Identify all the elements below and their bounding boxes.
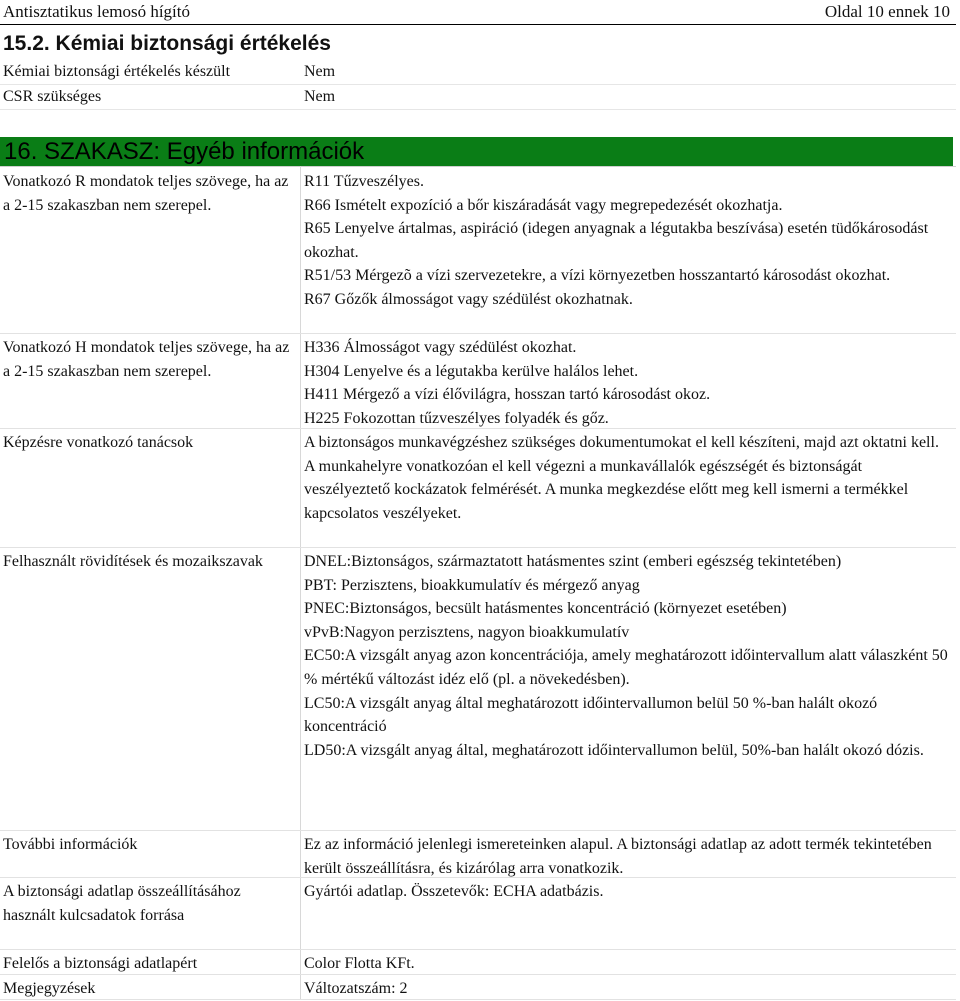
- csr-required-row: [0, 85, 956, 110]
- document-title: Antisztatikus lemosó hígító: [3, 2, 190, 21]
- r-phrase-line: R66 Ismételt expozíció a bőr kiszáradását vagy megrepedezését okozhatja.: [304, 196, 783, 214]
- r-phrase-line: R51/53 Mérgezõ a vízi szervezetekre, a vízi környezetben hosszantartó károsodást okozhat.: [304, 267, 891, 285]
- r-phrases-value: [304, 170, 952, 312]
- r-phrases-label: Vonatkozó R mondatok teljes szövege, ha az a 2-15 szakaszban nem szerepel.: [3, 173, 289, 214]
- r-phrases-block: [0, 167, 956, 334]
- page-header: [0, 0, 956, 25]
- responsible-label: Felelős a biztonsági adatlapért: [3, 955, 198, 972]
- further-info-block: [0, 830, 956, 878]
- row-label: Kémiai biztonsági értékelés készült: [3, 63, 231, 80]
- h-phrase-line: H336 Álmosságot vagy szédülést okozhat.: [304, 339, 577, 356]
- abbreviations-label: Felhasznált rövidítések és mozaikszavak: [3, 553, 263, 570]
- abbreviation-line: vPvB:Nagyon perzisztens, nagyon bioakkumulatív: [304, 623, 630, 641]
- page-number: Oldal 10 ennek 10: [824, 2, 950, 21]
- h-phrase-line: H411 Mérgező a vízi élővilágra, hosszan tartó károsodást okoz.: [304, 386, 711, 404]
- abbreviations-value: [304, 550, 952, 762]
- training-label: Képzésre vonatkozó tanácsok: [3, 434, 194, 451]
- row-label: CSR szükséges: [3, 88, 102, 105]
- section-15-2-title: 15.2. Kémiai biztonsági értékelés: [3, 32, 331, 55]
- abbreviations-block: [0, 547, 956, 831]
- row-value: Nem: [304, 88, 336, 105]
- further-info-value: Ez az információ jelenlegi ismereteinken alapul. A biztonsági adatlap az adott termék tekintetében került összeállításra, és kizárólag arra vonatkozik.: [304, 836, 932, 877]
- h-phrase-line: H304 Lenyelve és a légutakba kerülve halálos lehet.: [304, 362, 639, 380]
- abbreviation-line: EC50:A vizsgált anyag azon koncentrációja, amely meghatározott időintervallum alatt válaszként 50 % mértékű változást idéz elő (pl. a növekedésben).: [304, 647, 948, 688]
- h-phrases-block: [0, 333, 956, 429]
- r-phrase-line: R65 Lenyelve ártalmas, aspiráció (idegen anyagnak a légutakba beszívása) esetén tüdőkárosodást okozhat.: [304, 220, 929, 261]
- abbreviation-line: LC50:A vizsgált anyag által meghatározott időintervallumon belül 50 %-ban halált okozó koncentráció: [304, 694, 878, 736]
- row-value: Nem: [304, 63, 336, 80]
- abbreviation-line: LD50:A vizsgált anyag által, meghatározott időintervallumon belül, 50%-ban halált okozó dózis.: [304, 741, 924, 759]
- notes-block: [0, 974, 956, 1000]
- training-block: [0, 428, 956, 548]
- abbreviation-line: PBT: Perzisztens, bioakkumulatív és mérgező anyag: [304, 576, 640, 594]
- h-phrase-line: H225 Fokozottan tűzveszélyes folyadék és gőz.: [304, 409, 609, 427]
- abbreviation-line: DNEL:Biztonságos, származtatott hatásmentes szint (emberi egészség tekintetében): [304, 553, 842, 570]
- sources-label: A biztonsági adatlap összeállításához használt kulcsadatok forrása: [3, 883, 241, 924]
- section-16-header: [0, 137, 953, 166]
- h-phrases-value: [304, 336, 952, 430]
- training-value: A biztonságos munkavégzéshez szükséges dokumentumokat el kell készíteni, majd azt oktatni kell. A munkahelyre vonatkozóan el kell végezni a munkavállalók egészségét és biztonságát veszélyeztető kockázatok felmérését. A munka megkezdése előtt meg kell ismerni a termékkel kapcsolatos veszélyeket.: [304, 434, 939, 522]
- responsible-block: [0, 949, 956, 975]
- section-16-title: 16. SZAKASZ: Egyéb információk: [4, 138, 365, 165]
- abbreviation-line: PNEC:Biztonságos, becsült hatásmentes koncentráció (környezet esetében): [304, 600, 787, 618]
- csa-done-row: [0, 60, 956, 85]
- r-phrase-line: R11 Tűzveszélyes.: [304, 173, 424, 190]
- further-info-label: További információk: [3, 836, 138, 853]
- notes-label: Megjegyzések: [3, 980, 96, 997]
- responsible-value: Color Flotta KFt.: [304, 955, 415, 972]
- r-phrase-line: R67 Gőzők álmosságot vagy szédülést okozhatnak.: [304, 290, 633, 308]
- sources-block: [0, 877, 956, 950]
- notes-value: Változatszám: 2: [304, 980, 408, 997]
- sources-value: Gyártói adatlap. Összetevők: ECHA adatbázis.: [304, 883, 604, 900]
- h-phrases-label: Vonatkozó H mondatok teljes szövege, ha az a 2-15 szakaszban nem szerepel.: [3, 339, 290, 380]
